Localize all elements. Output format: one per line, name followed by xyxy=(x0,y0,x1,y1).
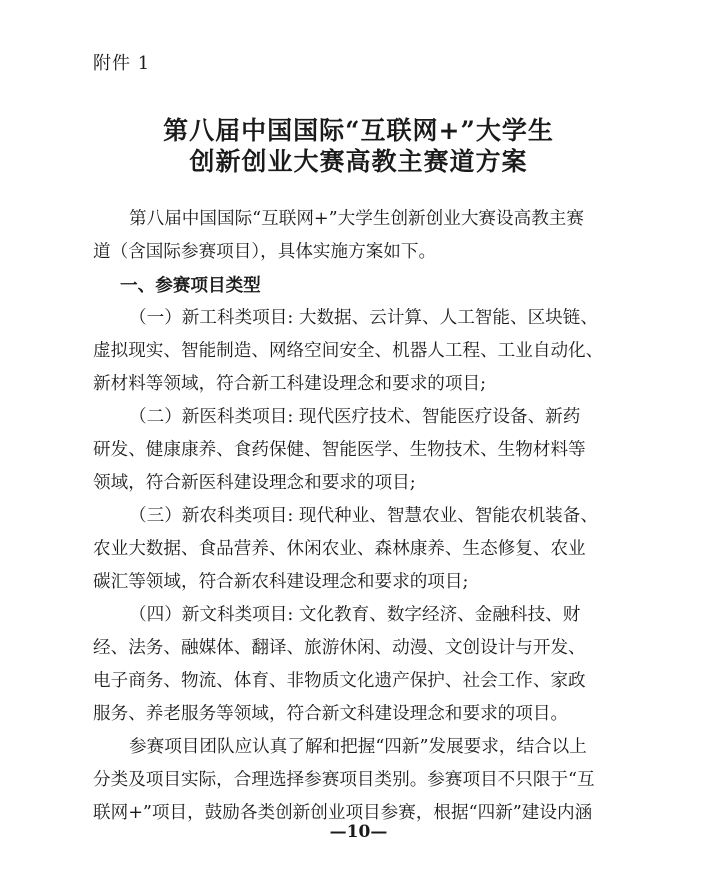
document-body xyxy=(93,203,633,830)
paragraph-line: （一）新工科类项目: 大数据、云计算、人工智能、区块链、 xyxy=(129,308,598,328)
paragraph-line: 电子商务、物流、体育、非物质文化遗产保护、社会工作、家政 xyxy=(93,671,586,691)
paragraph-line: 研发、健康康养、食药保健、智能医学、生物技术、生物材料等 xyxy=(93,440,586,460)
document-title-line-1: 第八届中国国际“互联网+”大学生 xyxy=(163,116,554,145)
document-title-line-2: 创新创业大赛高教主赛道方案 xyxy=(189,147,528,176)
paragraph-line: 参赛项目团队应认真了解和把握“四新”发展要求，结合以上 xyxy=(129,737,587,757)
paragraph-line: 虚拟现实、智能制造、网络空间安全、机器人工程、工业自动化、 xyxy=(93,341,604,361)
paragraph-line: 碳汇等领域，符合新农科建设理念和要求的项目; xyxy=(93,572,469,592)
paragraph-line: 新材料等领域，符合新工科建设理念和要求的项目; xyxy=(93,374,486,394)
paragraph-line: 领域，符合新医科建设理念和要求的项目; xyxy=(93,473,416,493)
paragraph-line: 经、法务、融媒体、翻译、旅游休闲、动漫、文创设计与开发、 xyxy=(93,638,586,658)
paragraph-line: （三）新农科类项目: 现代种业、智慧农业、智能农机装备、 xyxy=(129,506,598,526)
paragraph-line: 联网+”项目，鼓励各类创新创业项目参赛，根据“四新”建设内涵 xyxy=(93,803,593,823)
paragraph-line: 服务、养老服务等领域，符合新文科建设理念和要求的项目。 xyxy=(93,704,569,724)
section-heading: 一、参赛项目类型 xyxy=(120,275,261,296)
paragraph-line: 分类及项目实际，合理选择参赛项目类别。参赛项目不只限于“互 xyxy=(93,770,595,790)
paragraph-line: （四）新文科类项目: 文化教育、数字经济、金融科技、财 xyxy=(129,605,581,625)
paragraph-line: 第八届中国国际“互联网+”大学生创新创业大赛设高教主赛 xyxy=(129,209,584,229)
page-number: —10— xyxy=(329,822,388,842)
paragraph-line: 道（含国际参赛项目），具体实施方案如下。 xyxy=(93,242,437,262)
paragraph-line: 农业大数据、食品营养、休闲农业、森林康养、生态修复、农业 xyxy=(93,539,586,559)
paragraph-line: （二）新医科类项目: 现代医疗技术、智能医疗设备、新药 xyxy=(129,407,581,427)
attachment-label: 附件 1 xyxy=(93,53,151,74)
